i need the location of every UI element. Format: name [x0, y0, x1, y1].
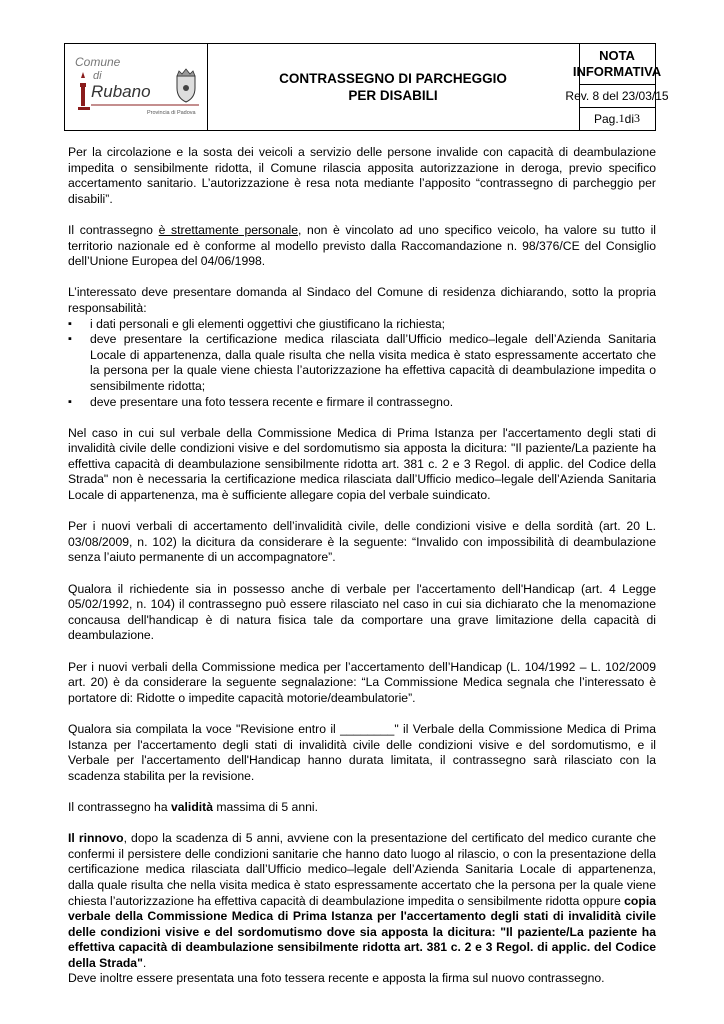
nota-line-1: NOTA: [599, 48, 635, 63]
logo-text-provincia: Provincia di Padova: [147, 110, 196, 116]
coat-of-arms-icon: [177, 69, 195, 102]
p9-text-c: massima di 5 anni.: [212, 799, 318, 814]
comune-rubano-logo: [71, 52, 201, 124]
nota-line-2: INFORMATIVA: [572, 64, 662, 79]
p10-text-d: .: [142, 955, 147, 970]
document-header: [64, 43, 669, 131]
title-line-2: PER DISABILI: [348, 88, 438, 103]
revision-label: Rev. 8 del 23/03/15: [579, 84, 655, 108]
logo-text-comune: Comune: [75, 55, 121, 69]
logo-text-di: di: [93, 70, 102, 82]
paragraph-handicap: Qualora il richiedente sia in possesso anche di verbale per l'accertamento dell'Handicap (art. 4 Legge 05/02/1992, n. 104) il contrassegno può essere rilasciato nel caso in cui sia dichiarato che la menomazione concausa dell'handicap è di natura fisica tale da comportare una grave limitazione della capacità di deambulazione.: [68, 581, 656, 643]
paragraph-personal: [68, 223, 656, 270]
paragraph-commission: Nel caso in cui sul verbale della Commissione Medica di Prima Istanza per l'accertamento degli stati di invalidità civile delle condizioni visive e del sordomutismo sia apposta la dicitura: "Il paziente/La paziente ha effettiva capacità di deambulazione sensibilmente ridotta art. 381 c. 2 e 3 Regol. di applic. del Codice della Strada" non è necessaria la certificazione medica rilasciata dall’Ufficio medico–legale dell’Azienda Sanitaria Locale di appartenenza, ma è sufficiente allegare copia del verbale suindicato.: [68, 425, 656, 503]
requirements-list: [68, 317, 656, 411]
logo-text-rubano: Rubano: [91, 82, 151, 101]
p10-bold-c: copia verbale della Commissione Medica di Prima Istanza per l'accertamento degli stati di invalidità civile delle condizioni visive e del sordomutismo dove sia apposta la dicitura: "Il paziente/La paziente ha effettiva capacità di deambulazione sensibilmente ridotta art. 381 c. 2 e 3 Regol. di applic. del Codice della Strada": [68, 893, 656, 970]
p2-underlined: è strettamente personale: [158, 222, 298, 237]
p10-bold-a: Il rinnovo: [68, 831, 124, 846]
p9-text-a: Il contrassegno ha: [68, 799, 171, 814]
paragraph-renewal: [68, 831, 656, 971]
paragraph-application: L’interessato deve presentare domanda al Sindaco del Comune di residenza dichiarando, sotto la propria responsabilità:: [68, 285, 656, 315]
logo-cell: [65, 44, 208, 130]
page-mid: di: [624, 111, 635, 126]
paragraph-photo: Deve inoltre essere presentata una foto tessera recente e apposta la firma sul nuovo contrassegno.: [68, 971, 605, 986]
nota-informativa-label: [572, 44, 662, 85]
document-body: [68, 145, 656, 987]
document-meta: [565, 44, 669, 130]
p2-text-a: Il contrassegno: [68, 222, 159, 237]
list-item: ▪ deve presentare una foto tessera recente e firmare il contrassegno.: [68, 395, 656, 411]
list-item: ▪ deve presentare la certificazione medica rilasciata dall’Ufficio medico–legale dell’Azienda Sanitaria Locale di appartenenza, dalla quale risulta che nella visita medica è stato espressamente accertato che la persona per la quale viene chiesta l’autorizzazione ha effettiva capacità di deambulazione impedita o sensibilmente ridotta;: [68, 332, 656, 394]
p9-bold: validità: [170, 799, 213, 814]
page-total: 3: [634, 111, 641, 125]
page-current: 1: [618, 111, 625, 125]
document-title: [207, 44, 580, 130]
p2-text-b: , non è vincolato ad uno specifico veicolo, ha valore su tutto il territorio nazionale ed è conforme al modello previsto dalla Raccomandazione n. 98/376/CE del Consiglio dell’Unione Europea del 04/06/1998.: [68, 222, 656, 269]
page-prefix: Pag.: [593, 111, 619, 126]
list-item: ▪ i dati personali e gli elementi oggettivi che giustificano la richiesta;: [68, 317, 656, 333]
paragraph-new-verbali: Per i nuovi verbali di accertamento dell’invalidità civile, delle condizioni visive e della sordità (art. 20 L. 03/08/2009, n. 102) la dicitura da considerare è la seguente: “Invalido con impossibilità di deambulazione senza l’aiuto permanente di un accompagnatore”.: [68, 519, 656, 565]
paragraph-validity: [68, 800, 656, 816]
page-number: [579, 107, 655, 130]
paragraph-handicap-new: Per i nuovi verbali della Commissione medica per l’accertamento dell’Handicap (L. 104/1992 – L. 102/2009 art. 20) è da considerare la seguente segnalazione: “La Commissione Medica segnala che l’interessato è portatore di: Ridotte o impedite capacità motorie/deambulatorie”.: [68, 659, 656, 705]
paragraph-revision: Qualora sia compilata la voce "Revisione entro il ________" il Verbale della Commissione Medica di Prima Istanza per l'accertamento degli stati di invalidità civile delle condizioni visive e del sordomutismo, e il Verbale per l'accertamento dell'Handicap hanno durata limitata, il contrassegno sarà rilasciato con la scadenza stabilita per la revisione.: [68, 721, 656, 783]
p10-text-b: , dopo la scadenza di 5 anni, avviene con la presentazione del certificato del medico curante che confermi il persistere delle condizioni sanitarie che hanno dato luogo al rilascio, o con la presentazione della certificazione medica rilasciata dall’Ufficio medico–legale dell’Azienda Sanitaria Locale di appartenenza, dalla quale risulta che nella visita medica è stato espressamente accertato che la persona per la quale viene chiesta l’autorizzazione ha effettiva capacità di deambulazione impedita o sensibilmente ridotta oppure: [68, 831, 656, 908]
paragraph-intro: Per la circolazione e la sosta dei veicoli a servizio delle persone invalide con capacità di deambulazione impedita o sensibilmente ridotta, il Comune rilascia apposita autorizzazione in deroga, previo specifico accertamento sanitario. L’autorizzazione è resa nota mediante l’apposito “contrassegno di parcheggio per disabili”.: [68, 145, 656, 206]
title-line-1: CONTRASSEGNO DI PARCHEGGIO: [279, 71, 507, 86]
